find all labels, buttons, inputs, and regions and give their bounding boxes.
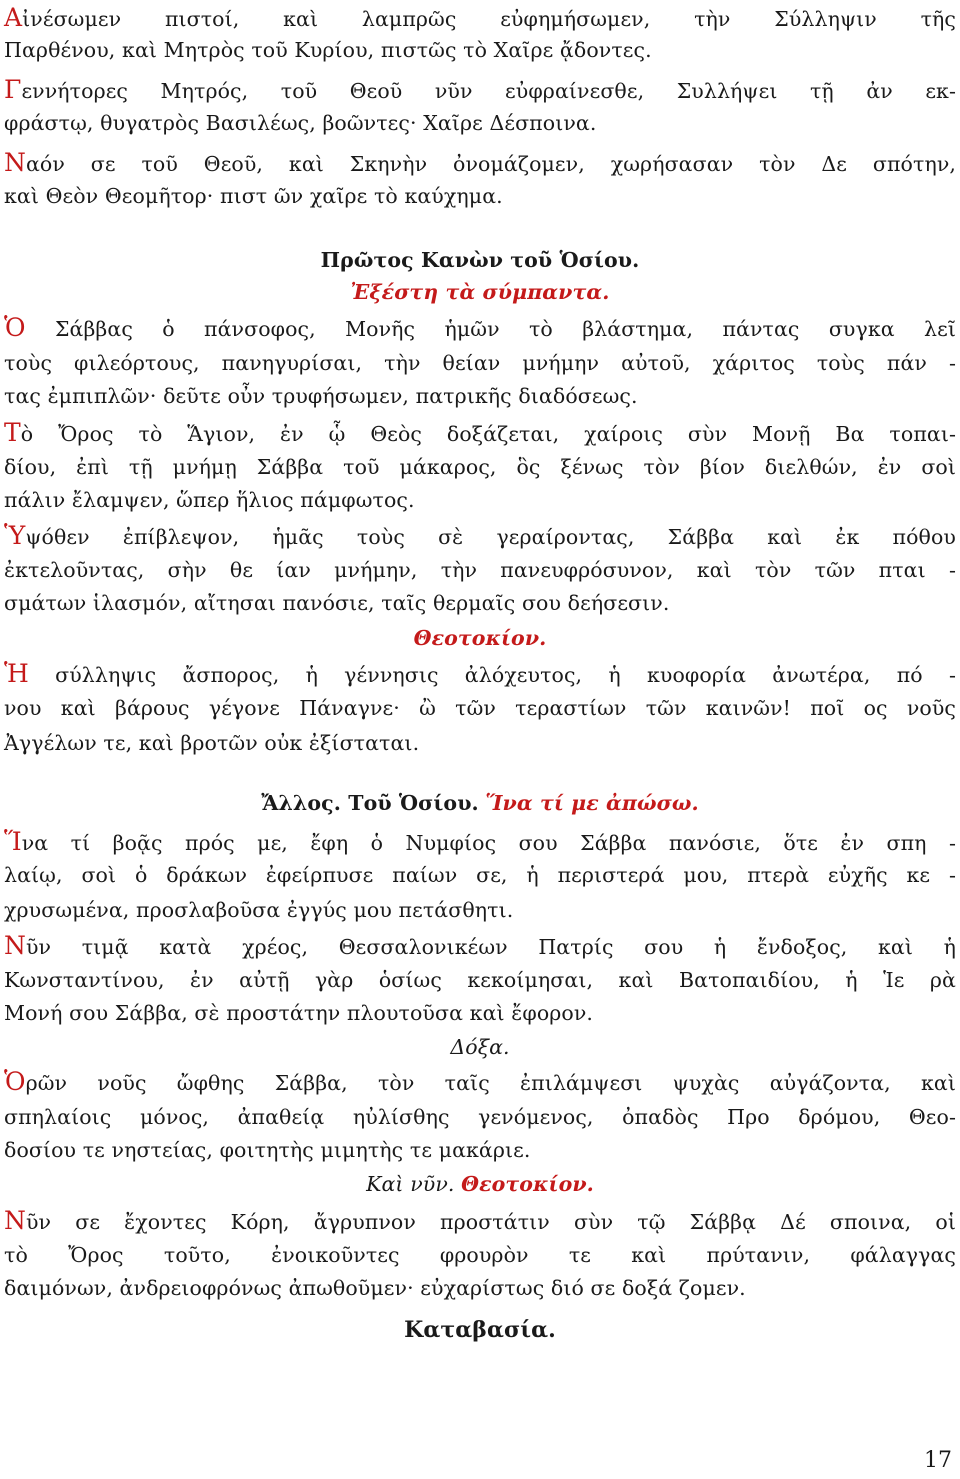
heading-title: Καὶ νῦν. bbox=[366, 1172, 455, 1196]
line-text: ψόθεν ἐπίβλεψον, ἡμᾶς τοὺς σὲ γεραίροντας, Σάββα καὶ ἐκ πόθου bbox=[25, 525, 956, 549]
text-line: τοὺς φιλεόρτους, πανηγυρίσαι, τὴν θείαν μνήμην αὐτοῦ, χάριτος τοὺς πάν - bbox=[4, 351, 956, 375]
text-line: πάλιν ἔλαμψεν, ὥπερ ἥλιος πάμφωτος. bbox=[4, 488, 415, 512]
text-line: καὶ Θεὸν Θεομῆτορ· πιστ ῶν χαῖρε τὸ καύχημα. bbox=[4, 184, 503, 208]
initial-letter: Ν bbox=[4, 931, 26, 960]
initial-letter: Ν bbox=[4, 148, 26, 177]
text-line: Παρθένου, καὶ Μητρὸς τοῦ Κυρίου, πιστῶς τὸ Χαῖρε ᾄδοντες. bbox=[4, 38, 652, 62]
line-text: εννήτορες Μητρός, τοῦ Θεοῦ νῦν εὐφραίνεσθε, Συλλήψει τῇ ἀν εκ- bbox=[21, 79, 956, 103]
text-line: ἐκτελοῦντας, σὴν θε ίαν μνήμην, τὴν πανευφρόσυνον, καὶ τὸν τῶν πται - bbox=[4, 558, 956, 582]
text-line: φράστῳ, θυγατρὸς Βασιλέως, βοῶντες· Χαῖρε Δέσποινα. bbox=[4, 111, 597, 135]
line-text: Σάββας ὁ πάνσοφος, Μονῆς ἡμῶν τὸ βλάστημα, πάντας συγκα λεῖ bbox=[54, 317, 956, 341]
line-text: ἰνέσωμεν πιστοί, καὶ λαμπρῶς εὐφημήσωμεν, τὴν Σύλληψιν τῆς bbox=[22, 7, 956, 31]
line-text: ῦν τιμᾷ κατὰ χρέος, Θεσσαλονικέων Πατρίς σου ἡ ἔνδοξος, καὶ ἡ bbox=[25, 935, 956, 959]
text-line bbox=[4, 72, 956, 108]
initial-letter: Α bbox=[4, 3, 23, 32]
section-subheading: Ἐξέστη τὰ σύμπαντα. bbox=[350, 280, 610, 304]
text-line: δίου, ἐπὶ τῇ μνήμῃ Σάββα τοῦ μάκαρος, ὃς ξένως τὸν βίον διελθών, ἐν σοὶ bbox=[4, 455, 956, 479]
heading-title: Ἄλλος. Τοῦ Ὁσίου. bbox=[261, 791, 479, 815]
initial-letter: Ν bbox=[4, 1206, 26, 1235]
section-subheading: Θεοτοκίον. bbox=[413, 626, 547, 650]
initial-letter: Ἡ bbox=[4, 659, 29, 688]
text-line bbox=[4, 656, 956, 692]
initial-letter: Τ bbox=[4, 418, 21, 447]
line-text: ρῶν νοῦς ὤφθης Σάββα, τὸν ταῖς ἐπιλάμψεσι ψυχὰς αὐγάζοντα, καὶ bbox=[25, 1071, 956, 1095]
line-text: ῦν σε ἔχοντες Κόρη, ἄγρυπνον προστάτιν σὺν τῷ Σάββᾳ Δέ σποινα, οἱ bbox=[25, 1210, 956, 1234]
text-line bbox=[4, 1203, 956, 1239]
text-line bbox=[4, 824, 956, 860]
text-line bbox=[4, 415, 956, 451]
initial-letter: Ἵ bbox=[4, 827, 22, 856]
text-line bbox=[4, 928, 956, 964]
section-subheading: Δόξα. bbox=[450, 1035, 510, 1059]
heading-melody: Ἵνα τί με ἀπώσω. bbox=[485, 791, 699, 815]
initial-letter: Ὑ bbox=[4, 521, 26, 550]
text-line: Κωνσταντίνου, ἐν αὐτῇ γὰρ ὁσίως κεκοίμησαι, καὶ Βατοπαιδίου, ἡ Ἱε ρὰ bbox=[4, 968, 956, 992]
text-line: τὸ Ὄρος τοῦτο, ἐνοικοῦντες φρουρὸν τε καὶ πρύτανιν, φάλαγγας bbox=[4, 1243, 956, 1267]
initial-letter: Ὁ bbox=[4, 313, 26, 342]
document-page bbox=[4, 0, 956, 1479]
text-line: δαιμόνων, ἀνδρειοφρόνως ἀπωθοῦμεν· εὐχαρίστως διό σε δοξά ζομεν. bbox=[4, 1276, 746, 1300]
text-line bbox=[4, 145, 956, 181]
text-line: δοσίου τε νηστείας, φοιτητὴς μιμητὴς τε μακάριε. bbox=[4, 1138, 531, 1162]
text-line: Μονή σου Σάββα, σὲ προστάτην πλουτοῦσα καὶ ἔφορον. bbox=[4, 1001, 594, 1025]
section-subheading bbox=[4, 1166, 956, 1202]
text-line bbox=[4, 1064, 956, 1100]
text-line: σμάτων ἱλασμόν, αἴτησαι πανόσιε, ταῖς θερμαῖς σου δεήσεσιν. bbox=[4, 591, 670, 615]
text-line: νου καὶ βάρους γέγονε Πάναγνε· ὢ τῶν τεραστίων τῶν καινῶν! ποῖ ος νοῦς bbox=[4, 696, 956, 720]
section-heading: Καταβασία. bbox=[404, 1317, 556, 1343]
section-heading bbox=[4, 785, 956, 821]
heading-melody: Θεοτοκίον. bbox=[461, 1172, 594, 1196]
text-line bbox=[4, 518, 956, 554]
text-line bbox=[4, 0, 956, 36]
text-line bbox=[4, 310, 956, 346]
page-number: 17 bbox=[924, 1448, 952, 1473]
text-line: χρυσωμένα, προσλαβοῦσα ἐγγύς μου πετάσθητι. bbox=[4, 898, 514, 922]
text-line: σπηλαίοις μόνος, ἀπαθείᾳ ηὐλίσθης γενόμενος, ὀπαδὸς Προ δρόμου, Θεο- bbox=[4, 1105, 956, 1129]
line-text: να τί βοᾷς πρός με, ἔφη ὁ Νυμφίος σου Σάββα πανόσιε, ὅτε ἐν σπη - bbox=[21, 831, 956, 855]
line-text: ὸ Ὄρος τὸ Ἅγιον, ἐν ᾧ Θεὸς δοξάζεται, χαίροις σὺν Μονῇ Βα τοπαι- bbox=[20, 422, 956, 446]
line-text: σύλληψις ἄσπορος, ἡ γέννησις ἀλόχευτος, ἡ κυοφορία ἀνωτέρα, πό - bbox=[55, 663, 956, 687]
text-line: λαίῳ, σοὶ ὁ δράκων ἐφείρπυσε παίων σε, ἡ περιστερά μου, πτερὰ εὐχῆς κε - bbox=[4, 863, 956, 887]
text-line: τας ἐμπιπλῶν· δεῦτε οὖν τρυφήσωμεν, πατρικῆς διαδόσεως. bbox=[4, 384, 638, 408]
initial-letter: Γ bbox=[4, 75, 22, 104]
line-text: αόν σε τοῦ Θεοῦ, καὶ Σκηνὴν ὀνομάζομεν, χωρήσασαν τὸν Δε σπότην, bbox=[25, 152, 956, 176]
initial-letter: Ὁ bbox=[4, 1067, 26, 1096]
section-heading: Πρῶτος Κανὼν τοῦ Ὁσίου. bbox=[320, 248, 640, 272]
text-line: Ἀγγέλων τε, καὶ βροτῶν οὐκ ἐξίσταται. bbox=[4, 731, 420, 755]
